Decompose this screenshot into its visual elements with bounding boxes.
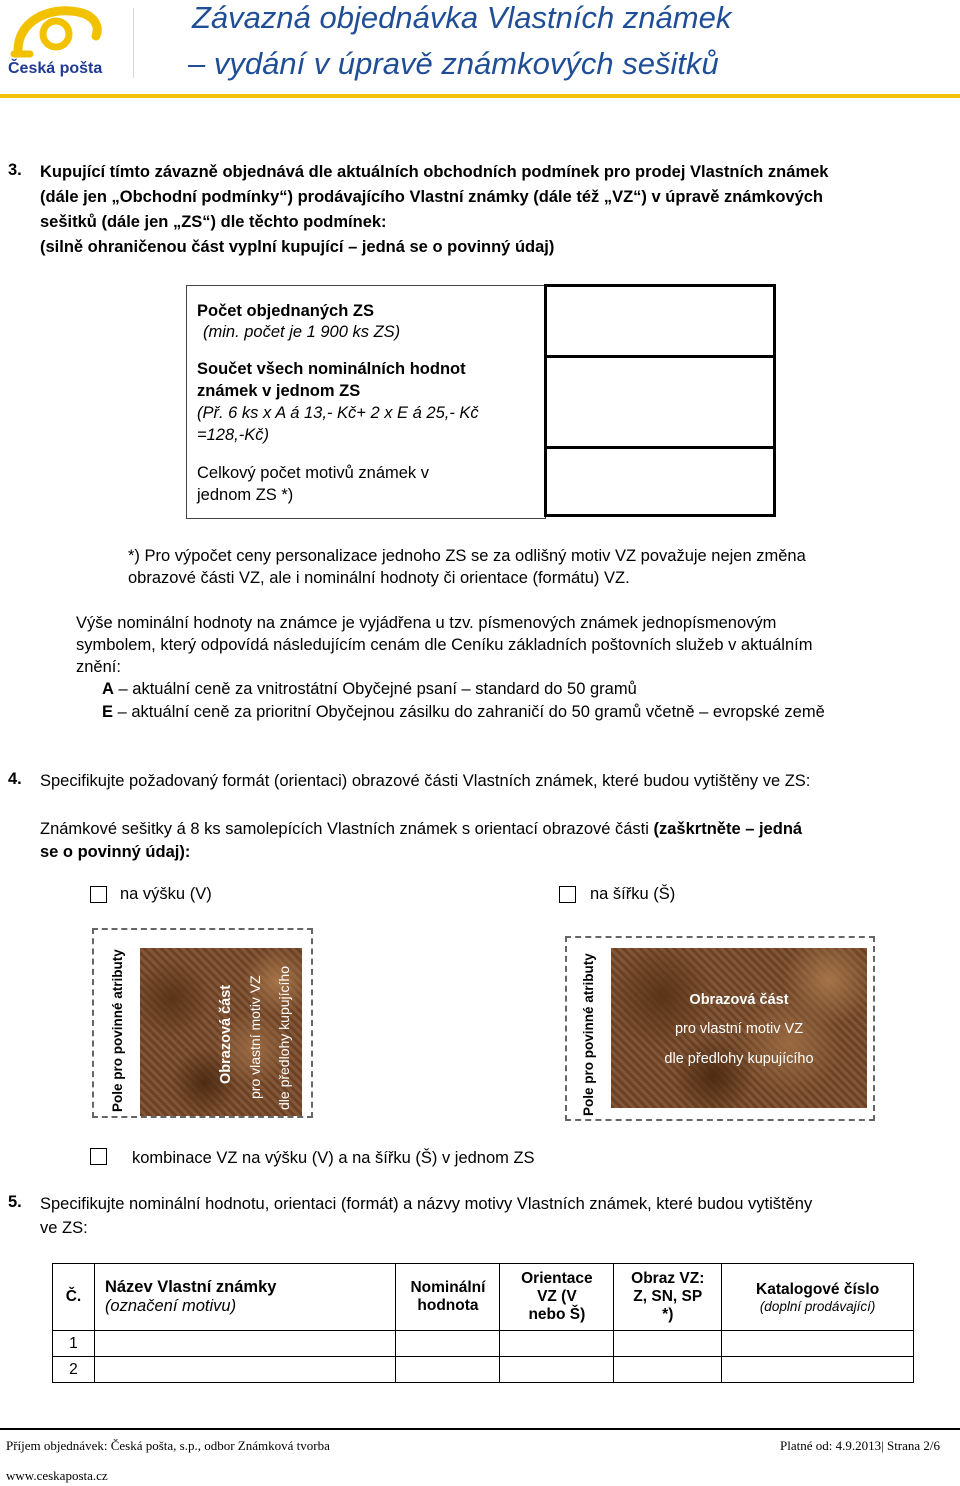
catalog-cell[interactable] — [722, 1331, 914, 1357]
footer-website[interactable]: www.ceskaposta.cz — [6, 1468, 108, 1483]
section-4-line2-bold: (zaškrtněte – jedná — [653, 820, 803, 838]
nominal-cell[interactable] — [396, 1331, 500, 1357]
nominal-line3: znění: — [76, 658, 121, 676]
horizontal-stamp-sample — [565, 936, 875, 1121]
horizontal-stamp-line3: dle předlohy kupujícího — [664, 1051, 814, 1067]
vertical-stamp-line3: dle předlohy kupujícího — [276, 966, 292, 1110]
col-header-image: Obraz VZ: Z, SN, SP *) — [614, 1264, 722, 1331]
nominal-line2: symbolem, který odpovídá následujícím cenám dle Ceníku základních poštovních služeb v aktuálním — [76, 636, 813, 654]
posthorn-icon — [8, 2, 104, 60]
price-e-letter: E — [102, 703, 114, 721]
header-divider — [133, 8, 134, 78]
sum-note-a: (Př. 6 ks x A á 13,- Kč+ 2 x E á 25,- Kč — [197, 404, 479, 422]
motifs-label-b: jednom ZS *) — [197, 486, 294, 504]
col-header-nominal: Nominální hodnota — [396, 1264, 500, 1331]
price-a-text: – aktuální ceně za vnitrostátní Obyčejné psaní – standard do 50 gramů — [118, 680, 637, 698]
table-row — [53, 1357, 914, 1383]
vertical-stamp-line2: pro vlastní motiv VZ — [247, 975, 263, 1099]
section-5-number: 5. — [8, 1193, 22, 1211]
motifs-input[interactable] — [547, 449, 773, 514]
col-header-catalog: Katalogové číslo (doplní prodávající) — [722, 1264, 914, 1331]
section-4-line1: Specifikujte požadovaný formát (orientaci) obrazové části Vlastních známek, které budou vytištěny ve ZS: — [40, 772, 811, 790]
row-number: 2 — [53, 1357, 95, 1383]
vertical-stamp-image — [140, 948, 302, 1116]
footer-right: Platné od: 4.9.2013| Strana 2/6 — [780, 1438, 941, 1453]
section-3-number: 3. — [8, 161, 22, 179]
combo-label: kombinace VZ na výšku (V) a na šířku (Š) v jednom ZS — [132, 1149, 535, 1167]
table-header-row — [53, 1264, 914, 1331]
price-a — [102, 678, 637, 701]
count-note: (min. počet je 1 900 ks ZS) — [203, 323, 401, 341]
horizontal-stamp-image — [611, 948, 867, 1108]
horizontal-checkbox[interactable] — [559, 886, 576, 903]
combo-checkbox[interactable] — [90, 1148, 107, 1165]
footer-left: Příjem objednávek: Česká pošta, s.p., odbor Známková tvorba — [6, 1438, 330, 1453]
order-form-inputs — [544, 284, 776, 517]
section-4-line2 — [40, 818, 802, 841]
section-5-line2: ve ZS: — [40, 1219, 88, 1237]
section-3-line2: (dále jen „Obchodní podmínky“) prodávajícího Vlastní známky (dále též „VZ“) v úpravě známkových — [40, 188, 824, 206]
nominal-cell[interactable] — [396, 1357, 500, 1383]
section-3-line3: sešitků (dále jen „ZS“) dle těchto podmínek: — [40, 213, 387, 231]
price-e-text: – aktuální ceně za prioritní Obyčejnou zásilku do zahraničí do 50 gramů včetně – evropské země — [117, 703, 825, 721]
page-title: Závazná objednávka Vlastních známek — [192, 0, 732, 35]
horizontal-stamp-attr-label: Pole pro povinné atributy — [581, 953, 596, 1116]
price-a-letter: A — [102, 680, 114, 698]
col-header-name: Název Vlastní známky (označení motivu) — [94, 1264, 396, 1331]
motif-table — [52, 1263, 914, 1383]
name-cell[interactable] — [94, 1357, 396, 1383]
page-subtitle: – vydání v úpravě známkových sešitků — [188, 46, 719, 81]
section-3-line4: (silně ohraničenou část vyplní kupující – jedná se o povinný údaj) — [40, 238, 555, 256]
header-rule — [0, 94, 960, 98]
motifs-label-a: Celkový počet motivů známek v — [197, 464, 430, 482]
nominal-line1: Výše nominální hodnoty na známce je vyjádřena u tzv. písmenových známek jednopísmenovým — [76, 614, 777, 632]
footer-rule — [0, 1428, 960, 1430]
vertical-label: na výšku (V) — [120, 885, 212, 903]
horizontal-stamp-line2: pro vlastní motiv VZ — [674, 1021, 804, 1037]
count-input[interactable] — [547, 287, 773, 358]
section-4-line3: se o povinný údaj): — [40, 843, 191, 861]
order-form-labels — [186, 285, 546, 519]
section-3-line1: Kupující tímto závazně objednává dle aktuálních obchodních podmínek pro prodej Vlastních známek — [40, 163, 829, 181]
price-e — [102, 701, 825, 724]
vertical-checkbox[interactable] — [90, 886, 107, 903]
vertical-stamp-attr-label: Pole pro povinné atributy — [110, 949, 125, 1112]
footnote-line1: *) Pro výpočet ceny personalizace jednoho ZS se za odlišný motiv VZ považuje nejen změna — [128, 547, 806, 565]
name-cell[interactable] — [94, 1331, 396, 1357]
orientation-cell[interactable] — [500, 1357, 614, 1383]
row-number: 1 — [53, 1331, 95, 1357]
vertical-stamp-sample — [92, 928, 313, 1118]
sum-label-a: Součet všech nominálních hodnot — [197, 360, 466, 378]
footnote-line2: obrazové části VZ, ale i nominální hodnoty či orientace (formátu) VZ. — [128, 569, 630, 587]
table-row — [53, 1331, 914, 1357]
image-cell[interactable] — [614, 1357, 722, 1383]
orientation-cell[interactable] — [500, 1331, 614, 1357]
image-cell[interactable] — [614, 1331, 722, 1357]
sum-note-b: =128,-Kč) — [197, 426, 269, 444]
section-4-number: 4. — [8, 770, 22, 788]
sum-label-b: známek v jednom ZS — [197, 382, 361, 400]
col-header-no: Č. — [53, 1264, 95, 1331]
horizontal-stamp-title: Obrazová část — [689, 992, 789, 1008]
catalog-cell[interactable] — [722, 1357, 914, 1383]
sum-input[interactable] — [547, 358, 773, 449]
section-4-line2-text: Známkové sešitky á 8 ks samolepících Vlastních známek s orientací obrazové části — [40, 820, 654, 838]
count-label: Počet objednaných ZS — [197, 302, 374, 320]
col-header-orientation: Orientace VZ (V nebo Š) — [500, 1264, 614, 1331]
logo-text: Česká pošta — [8, 60, 103, 77]
vertical-stamp-title: Obrazová část — [218, 984, 234, 1084]
horizontal-label: na šířku (Š) — [590, 885, 676, 903]
section-5-line1: Specifikujte nominální hodnotu, orientaci (formát) a názvy motivy Vlastních známek, které budou vytištěny — [40, 1195, 813, 1213]
